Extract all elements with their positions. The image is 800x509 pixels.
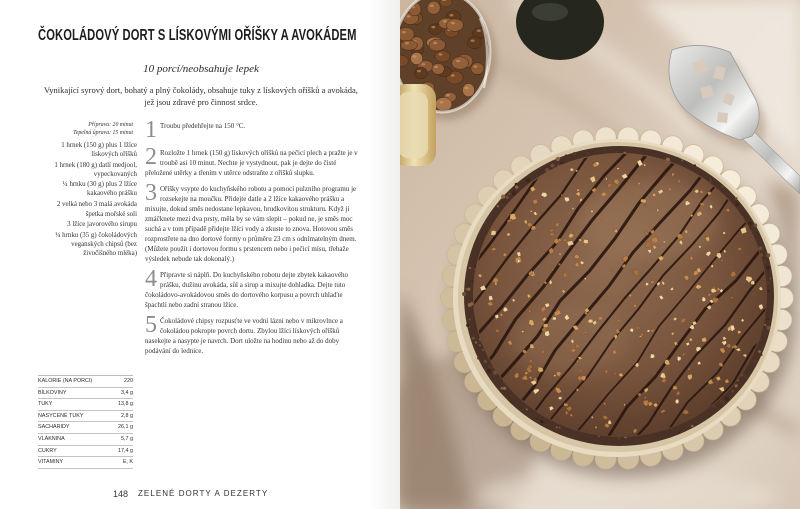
crust-crumb: [743, 375, 747, 379]
nutrition-label: TUKY: [38, 401, 53, 408]
crust-crumb: [497, 205, 499, 207]
crust-crumb: [551, 164, 555, 168]
avocado-highlight: [532, 3, 568, 21]
crust-crumb: [479, 344, 481, 346]
crust-crumb: [469, 267, 471, 269]
crust-crumb: [527, 177, 529, 179]
crust-crumb: [468, 303, 472, 307]
crust-crumb: [465, 288, 467, 290]
server-cutout: [717, 112, 728, 123]
crust-crumb: [721, 400, 725, 404]
nutrition-row: [38, 446, 133, 458]
crust-crumb: [679, 431, 681, 433]
jar-hazelnut: [452, 57, 469, 70]
nutrition-label: KALORIE (NA PORCI): [38, 378, 93, 384]
jar-hazelnut: [471, 63, 484, 75]
ingredient-item: 1 hrnek (150 g) plus 1 lžíce lískových oříšků: [61, 142, 137, 159]
recipe-intro: [30, 85, 372, 108]
step-text: Připravte si náplň. Do kuchyňského robotu dejte zbytek kakaového prášku, dužinu avokáda, sůl a sirup a mixujte dohladka. Dejte tuto čokoládovo-avokádovou směs do dortového korpusu a povrch uhlaďte špachtlí nebo zadní stranou lžíce.: [145, 271, 348, 309]
crust-crumb: [484, 360, 487, 363]
hazelnut-shine: [421, 63, 425, 65]
crust-crumb: [482, 349, 484, 351]
crust-crumb: [709, 178, 712, 181]
recipe-title: ČOKOLÁDOVÝ DORT S LÍSKOVÝMI OŘÍŠKY A AVOKÁDEM: [38, 27, 357, 44]
crust-crumb: [471, 280, 473, 282]
nutrition-label: VITAMINY: [38, 459, 64, 466]
crust-crumb: [616, 151, 618, 153]
nutrition-value: 2,8 g: [121, 412, 133, 419]
crust-crumb: [487, 369, 491, 373]
hazelnut-piece: [624, 404, 626, 406]
crust-crumb: [760, 354, 762, 356]
ingredient-item: ¼ hrnku (30 g) plus 2 lžíce kakaového prášku: [62, 181, 137, 198]
cook-time: Tepelná úprava: 15 minut: [73, 130, 133, 136]
jar-hazelnut: [435, 51, 450, 62]
ingredient-item: 3 lžíce javorového sirupu: [67, 221, 137, 229]
crust-crumb: [565, 154, 567, 156]
crust-crumb: [541, 424, 543, 426]
crust-crumb: [462, 292, 466, 296]
crust-crumb: [694, 164, 696, 166]
hazelnut-piece: [491, 231, 496, 236]
hazelnut-shine: [451, 74, 455, 76]
nutrition-value: 3,4 g: [121, 389, 133, 396]
crust-crumb: [573, 152, 576, 155]
prep-time: Příprava: 20 minut: [88, 122, 133, 128]
crust-crumb: [556, 157, 560, 161]
hazelnut-shine: [443, 20, 447, 22]
step-text: Troubu předehřejte na 150 °C.: [160, 122, 246, 130]
crust-crumb: [758, 350, 761, 353]
crust-crumb: [586, 152, 589, 155]
crust-crumb: [754, 224, 758, 228]
step-number: 3: [145, 180, 157, 206]
crust-crumb: [710, 181, 712, 183]
jar-hazelnut: [411, 52, 423, 64]
hazelnut-shine: [465, 87, 469, 89]
crust-crumb: [736, 203, 740, 207]
lid-face: [400, 92, 428, 158]
step-text: Oříšky vsypte do kuchyňského robotu a pomocí pulzního programu je rozsekejte na moučku. Přidejte datle a 2 lžíce kakaového prášku a mixujte, dokud směs nedostane lepkavou, hrudkovitou strukturu. Když ji zmáčknete mezi dva prsty, měla by se vám slepit – pokud ne, je směs moc suchá a v tom případě přidejte lžíci vody a zkuste to znova. Hotovou směs rozprostřete na dno dortové formy o průměru 23 cm s odnímatelným dnem. (Můžete použít i dortovou formu s prstencem nebo i pečicí mísu, třebaže výsledek nebude tak dokonalý.): [145, 185, 357, 263]
crust-crumb: [501, 387, 504, 390]
hazelnut-shine: [450, 14, 454, 16]
crust-crumb: [572, 434, 574, 436]
crust-crumb: [488, 365, 492, 369]
hazelnut-shine: [438, 53, 442, 55]
step-number: 5: [145, 312, 157, 338]
crust-crumb: [725, 397, 729, 401]
crust-crumb: [485, 222, 487, 224]
crust-crumb: [732, 390, 734, 392]
nutrition-value: 26,1 g: [118, 424, 133, 431]
step-1: [145, 117, 363, 143]
crust-crumb: [748, 221, 752, 225]
jar-hazelnut: [427, 1, 440, 14]
hazelnut-shine: [477, 30, 481, 32]
nutrition-value: 220: [124, 378, 133, 384]
jar-hazelnut: [462, 83, 474, 96]
nutrition-label: BÍLKOVINY: [38, 389, 67, 396]
page-number: 148: [113, 489, 129, 499]
hazelnut-shine: [405, 42, 409, 44]
crust-crumb: [770, 278, 772, 280]
hazelnut-shine: [417, 70, 421, 72]
ingredient-item: ¼ hrnku (35 g) čokoládových veganských chipsů (bez živočišného mléka): [55, 231, 137, 258]
crust-crumb: [556, 426, 558, 428]
crust-crumb: [766, 266, 770, 270]
jar-hazelnut: [446, 19, 463, 32]
nutrition-label: NASYCENÉ TUKY: [38, 412, 84, 419]
hazelnut-shine: [431, 26, 435, 28]
crust-crumb: [468, 318, 470, 320]
hazelnut-shine: [451, 22, 455, 24]
jar-hazelnut: [429, 39, 446, 51]
crust-crumb: [515, 185, 518, 188]
step-4: [145, 266, 363, 310]
prep-times: [33, 121, 133, 137]
crust-crumb: [540, 420, 544, 424]
hazelnut-piece: [650, 354, 655, 359]
crust-crumb: [767, 318, 769, 320]
crust-crumb: [558, 426, 560, 428]
crust-crumb: [735, 197, 738, 200]
nutrition-value: 17,4 g: [118, 447, 133, 454]
crust-crumb: [466, 324, 470, 328]
hazelnut-shine: [434, 66, 438, 68]
intro-line: jež jsou zdravé pro činnost srdce.: [144, 96, 258, 107]
jar-hazelnut: [467, 37, 481, 49]
crust-crumb: [526, 178, 530, 182]
jar-hazelnut: [400, 27, 414, 41]
section-title: ZELENÉ DORTY A DEZERTY: [138, 489, 269, 498]
step-2: [145, 144, 363, 178]
crust-crumb: [512, 191, 516, 195]
crust-crumb: [766, 253, 770, 257]
nutrition-value: E, K: [122, 459, 133, 466]
crust-crumb: [544, 424, 546, 426]
crust-crumb: [753, 359, 757, 363]
jar-hazelnut: [435, 97, 452, 111]
crust-crumb: [603, 148, 605, 150]
crust-crumb: [681, 159, 683, 161]
crust-crumb: [764, 324, 766, 326]
hazelnut-piece: [545, 331, 550, 337]
hazelnut-shine: [471, 40, 475, 42]
step-5: [145, 312, 363, 356]
hazelnut-shine: [446, 94, 450, 96]
ingredient-list: [45, 141, 137, 260]
crust-crumb: [468, 284, 470, 286]
crust-crumb: [766, 326, 770, 330]
hazelnut-shine: [407, 15, 411, 17]
nutrition-value: 13,8 g: [118, 401, 133, 408]
crust-crumb: [526, 408, 528, 410]
crust-crumb: [536, 417, 538, 419]
ingredient-item: 1 hrnek (180 g) datlí medjool, vypeckovaných: [54, 161, 137, 178]
crust-crumb: [722, 185, 724, 187]
jar-hazelnut: [401, 40, 418, 50]
nutrition-row: [38, 457, 133, 469]
hazelnut-shine: [456, 60, 460, 62]
crust-crumb: [767, 290, 769, 292]
jar-hazelnut: [432, 63, 444, 74]
step-number: 1: [145, 117, 157, 143]
nutrition-row: [38, 411, 133, 423]
nutrition-row: [38, 422, 133, 434]
jar-hazelnut: [415, 67, 428, 79]
ingredient-item: 2 velká nebo 3 malá avokáda: [56, 200, 137, 208]
nutrition-row: [38, 434, 133, 446]
nutrition-label: SACHARIDY: [38, 424, 70, 431]
nutrition-label: VLÁKNINA: [38, 435, 65, 442]
crust-crumb: [766, 281, 770, 285]
hazelnut-shine: [402, 31, 406, 33]
nutrition-label: CUKRY: [38, 447, 57, 454]
nutrition-value: 5,7 g: [121, 435, 133, 442]
crust-crumb: [477, 357, 480, 360]
hazelnut-piece: [636, 327, 638, 329]
crust-crumb: [759, 246, 763, 250]
tart-photo: [400, 0, 800, 509]
jar-lid: [400, 84, 436, 166]
hazelnut-piece: [552, 317, 556, 320]
crust-crumb: [510, 395, 512, 397]
ingredient-item: špetka mořské soli: [85, 211, 137, 219]
step-number: 2: [145, 144, 157, 170]
crust-crumb: [501, 195, 505, 199]
hazelnut-shine: [440, 101, 444, 103]
hazelnut-shine: [430, 5, 434, 7]
step-text: Rozložte 1 hrnek (150 g) lískových oříšků na pečicí plech a pražte je v troubě asi 10 minut. Nechte je vystydnout, pak je dejte do čisté přeložené utěrky a třením v utěrce odstraňte z oříšků slupku.: [145, 149, 358, 177]
hazelnut-piece: [751, 281, 755, 285]
intro-line: Vynikající syrový dort, bohatý a plný čokolády, obsahuje tuky z lískových oříšků a avokáda,: [44, 85, 358, 95]
step-3: [145, 180, 363, 264]
crust-crumb: [506, 196, 509, 199]
step-number: 4: [145, 266, 157, 292]
hazelnut-shine: [413, 55, 417, 57]
crust-crumb: [503, 387, 506, 390]
recipe-subtitle: 10 porcí/neobsahuje lepek: [143, 63, 259, 75]
nutrition-row: [38, 388, 133, 400]
crust-crumb: [508, 193, 510, 195]
crust-crumb: [472, 337, 475, 340]
hazelnut-shine: [433, 42, 437, 44]
crust-crumb: [735, 384, 738, 387]
nutrition-row: [38, 376, 133, 388]
step-text: Čokoládové chipsy rozpusťte ve vodní lázni nebo v mikrovlnce a čokoládou pokropte povrch dortu. Zbylou lžíci lískových oříšků nasekejte a nasypte je navrch. Dort uložte na hodinu nebo až do doby podávání do lednice.: [145, 317, 343, 355]
crust-crumb: [691, 425, 694, 428]
hazelnut-shine: [473, 65, 477, 67]
nutrition-row: [38, 399, 133, 411]
nutrition-table: [38, 375, 133, 469]
crust-crumb: [764, 261, 767, 264]
crust-crumb: [475, 341, 477, 343]
